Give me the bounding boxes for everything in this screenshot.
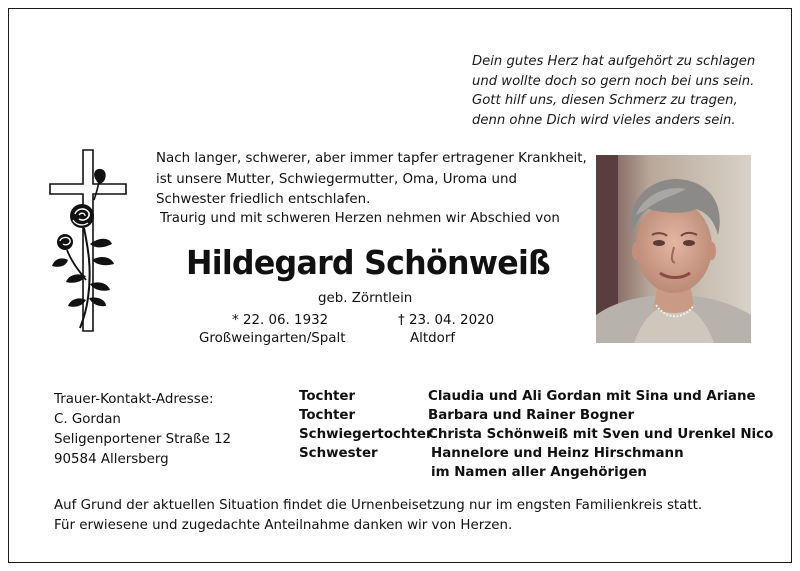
poem-line: Dein gutes Herz hat aufgehört zu schlagen (472, 54, 756, 69)
contact-address (54, 390, 231, 470)
birth-date: * 22. 06. 1932 (232, 313, 329, 328)
mourner-names: Hannelore und Heinz Hirschmann (431, 446, 684, 461)
poem-line: und wollte doch so gern noch bei uns sein. (472, 73, 755, 89)
death-date: † 23. 04. 2020 (398, 313, 495, 328)
mourner-relation: Schwester (299, 446, 378, 461)
mourner-names: Barbara und Rainer Bogner (428, 408, 635, 423)
deceased-name: Hildegard Schönweiß (186, 243, 551, 282)
intro-line: Schwester friedlich entschlafen. (156, 192, 371, 207)
intro-line: ist unsere Mutter, Schwiegermutter, Oma, Uroma und (156, 171, 517, 187)
birth-name: geb. Zörntlein (318, 291, 413, 306)
birth-place: Großweingarten/Spalt (199, 331, 346, 346)
portrait-photo-drawing (596, 155, 751, 343)
mourner-relation: Tochter (299, 408, 356, 423)
intro-line: Nach langer, schwerer, aber immer tapfer ertragener Krankheit, (156, 151, 587, 166)
footer-line: Für erwiesene und zugedachte Anteilnahme danken wir von Herzen. (54, 518, 513, 533)
footer-text (54, 496, 702, 536)
contact-line: Seligenportener Straße 12 (54, 432, 232, 447)
mourner-names: Christa Schönweiß mit Sven und Urenkel Nico (428, 427, 774, 442)
contact-line: Trauer-Kontakt-Adresse: (54, 392, 214, 407)
death-place: Altdorf (410, 331, 456, 346)
mourner-relation: Schwiegertochter (299, 427, 433, 442)
footer-line: Auf Grund der aktuellen Situation findet die Urnenbeisetzung nur im engsten Familienkreis statt. (54, 498, 703, 513)
farewell-line: Traurig und mit schweren Herzen nehmen wir Abschied von (160, 211, 560, 226)
mourner-names: Claudia und Ali Gordan mit Sina und Ariane (428, 389, 756, 404)
poem-line: denn ohne Dich wird vieles anders sein. (472, 112, 736, 128)
poem (472, 52, 772, 130)
poem-line: Gott hilf uns, diesen Schmerz zu tragen, (472, 93, 738, 108)
mourner-relation: Tochter (299, 389, 356, 404)
intro-text (156, 149, 587, 211)
cross-with-roses-icon (46, 148, 132, 334)
contact-line: C. Gordan (54, 412, 121, 427)
mourner-names: im Namen aller Angehörigen (431, 465, 647, 480)
portrait-photo (596, 155, 751, 343)
contact-line: 90584 Allersberg (54, 452, 169, 467)
